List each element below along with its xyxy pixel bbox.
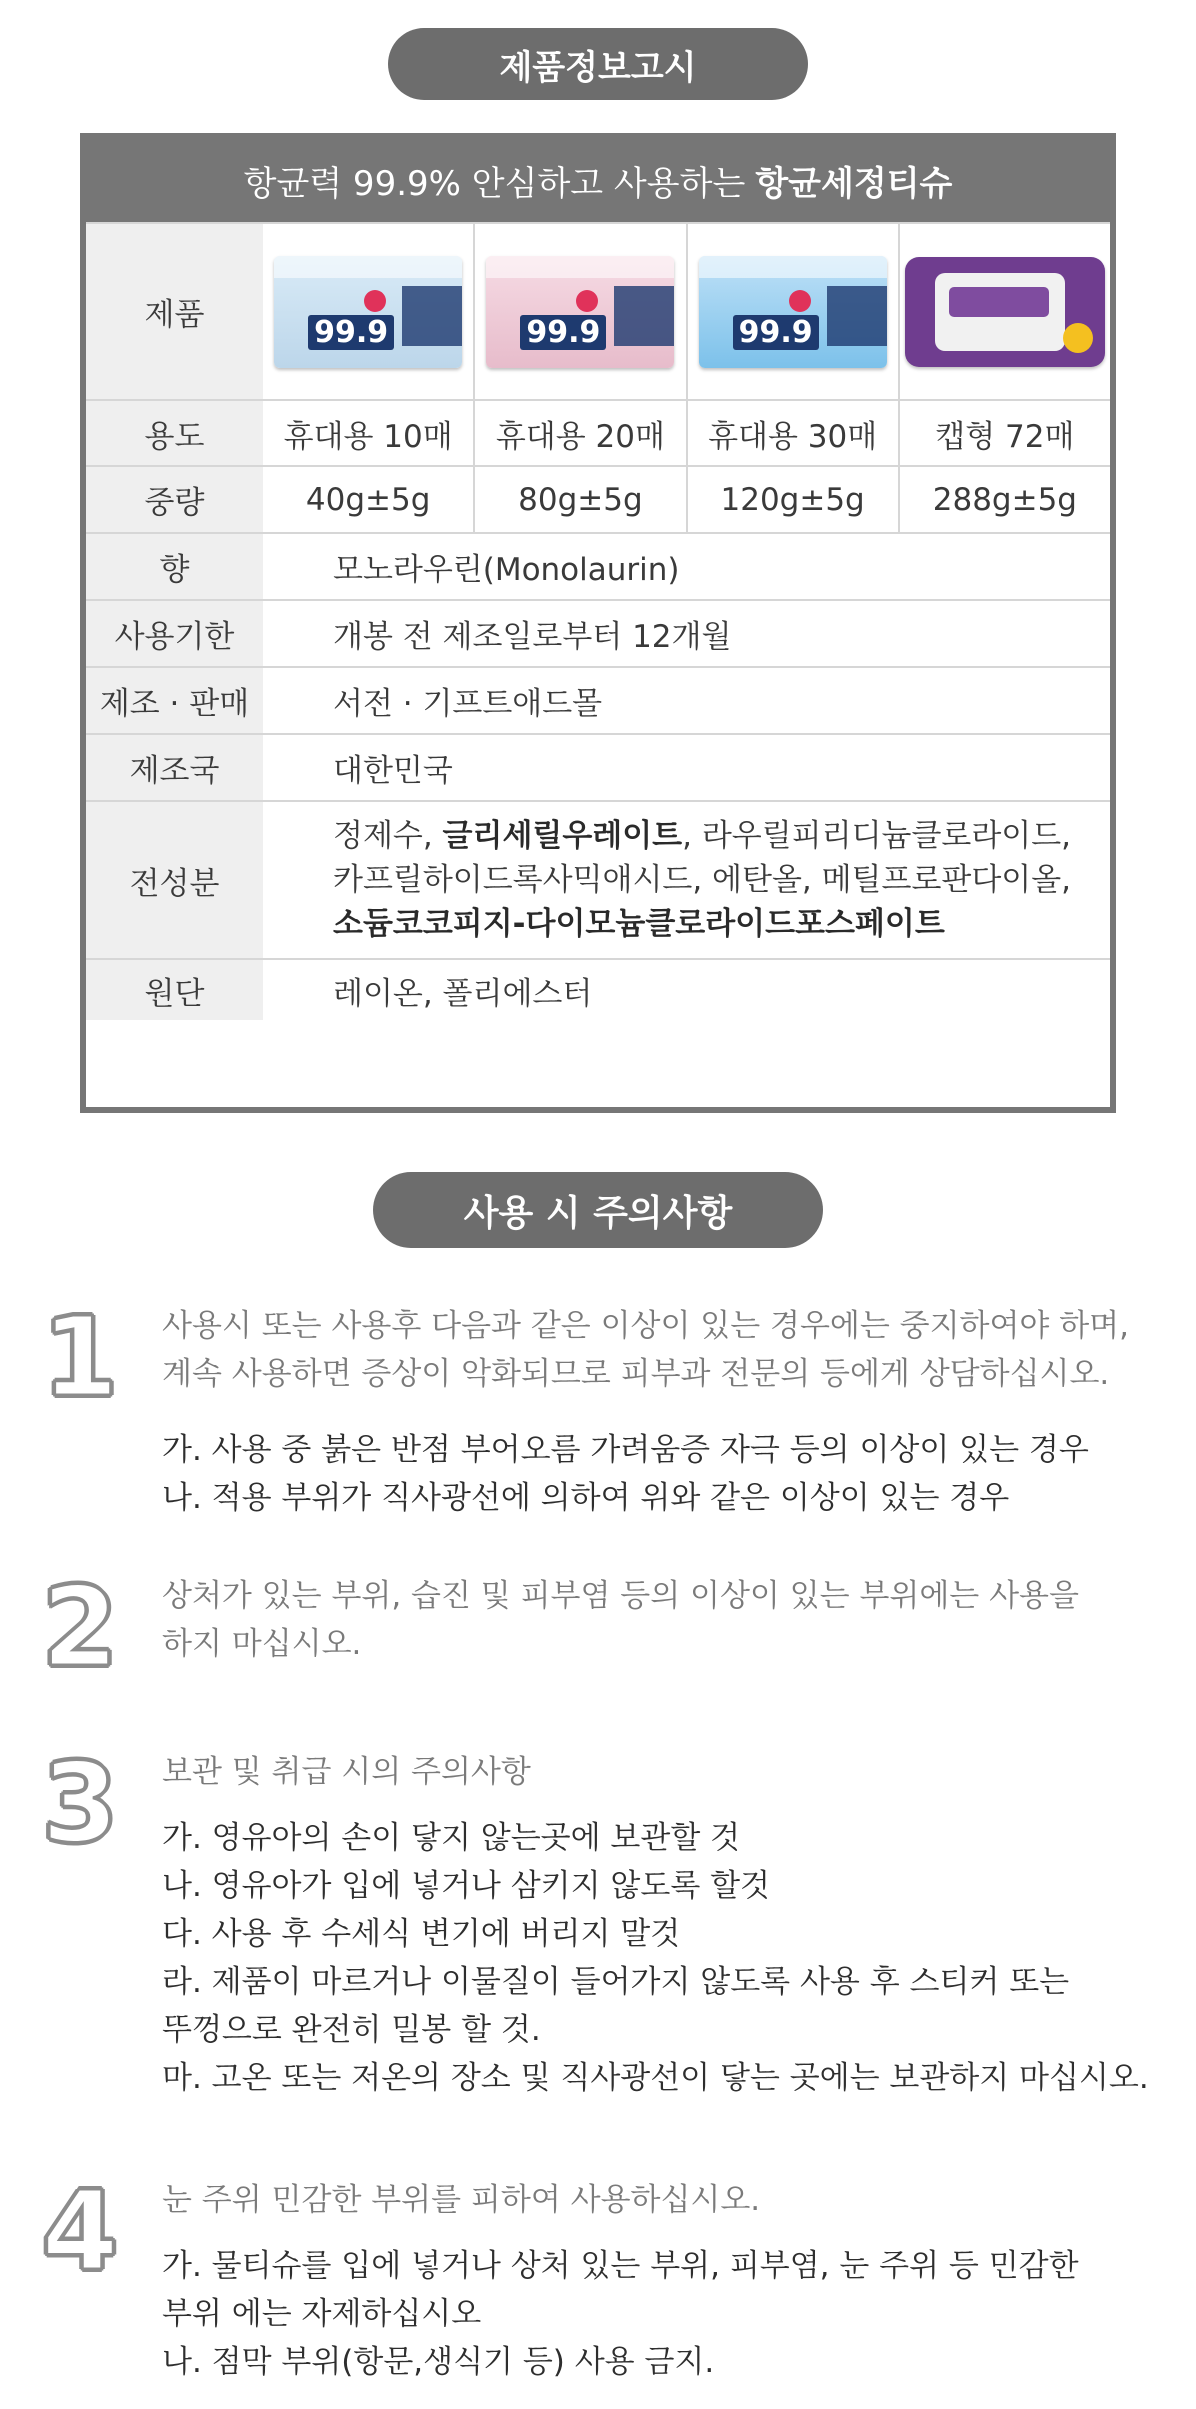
table-row-ingredients [86, 800, 1110, 958]
table-row-product [86, 222, 1110, 399]
table-row-maker [86, 666, 1110, 733]
row-label: 사용기한 [86, 601, 263, 666]
caution-text: 보관 및 취급 시의 주의사항 [162, 1754, 531, 1790]
product-cell [686, 224, 898, 399]
row-label: 중량 [86, 467, 263, 532]
table-header [86, 139, 1110, 222]
number-graphic: 4 [41, 2167, 119, 2295]
table-row-usage [86, 399, 1110, 465]
table-row-scent [86, 532, 1110, 599]
product-image: 99.9 [699, 256, 887, 368]
product-image: 99.9 [274, 256, 462, 368]
number-graphic: 1 [41, 1293, 119, 1421]
product-cell [473, 224, 685, 399]
row-label: 용도 [86, 401, 263, 465]
number-graphic: 2 [41, 1563, 119, 1691]
table-row-weight [86, 465, 1110, 532]
caution-text: 사용시 또는 사용후 다음과 같은 이상이 있는 경우에는 중지하여야 하며, 계속 사용하면 증상이 악화되므로 피부과 전문의 등에게 상담하십시오. [162, 1308, 1129, 1392]
table-row-fabric [86, 958, 1110, 1020]
row-label: 제조국 [86, 735, 263, 800]
product-cell [263, 224, 473, 399]
number-graphic: 3 [41, 1739, 119, 1867]
ingredients-value: 정제수, 글리세릴우레이트, 라우릴피리디늄클로라이드, 카프릴하이드록사믹애시드, 에탄올, 메틸프로판다이올, 소듐코코피지-다이모늄클로라이드포스페이트 [333, 818, 1072, 942]
table-cell: 288g±5g [898, 467, 1110, 532]
product-cell [898, 224, 1110, 399]
table-cell: 휴대용 10매 [283, 418, 453, 455]
table-value: 서전 · 기프트애드몰 [333, 686, 603, 722]
table-row-country [86, 733, 1110, 800]
product-image [905, 257, 1105, 367]
table-value: 레이온, 폴리에스터 [333, 975, 593, 1012]
caution-title: 사용 시 주의사항 [373, 1172, 823, 1248]
product-info-table [80, 133, 1116, 1113]
table-value: 모노라우린(Monolaurin) [333, 552, 680, 588]
table-value: 대한민국 [333, 753, 453, 789]
table-cell: 휴대용 30매 [686, 401, 898, 465]
table-value: 개봉 전 제조일로부터 12개월 [333, 619, 732, 655]
caution-list: 가. 사용 중 붉은 반점 부어오름 가려움증 자극 등의 이상이 있는 경우 나. 적용 부위가 직사광선에 의하여 위와 같은 이상이 있는 경우 [162, 1432, 1089, 1516]
row-label: 제품 [86, 224, 263, 399]
caution-text: 상처가 있는 부위, 습진 및 피부염 등의 이상이 있는 부위에는 사용을 하지 마십시오. [162, 1578, 1079, 1662]
caution-text: 눈 주위 민감한 부위를 피하여 사용하십시오. [162, 2182, 761, 2218]
table-cell: 80g±5g [473, 467, 685, 532]
table-cell: 휴대용 20매 [473, 401, 685, 465]
header-text: 항균력 99.9% 안심하고 사용하는 [243, 164, 746, 204]
row-label: 향 [86, 534, 263, 599]
table-cell: 120g±5g [686, 467, 898, 532]
header-product-name: 항균세정티슈 [755, 164, 953, 204]
caution-list: 가. 물티슈를 입에 넣거나 상처 있는 부위, 피부염, 눈 주위 등 민감한 부위 에는 자제하십시오 나. 점막 부위(항문,생식기 등) 사용 금지. [162, 2248, 1079, 2380]
product-info-title: 제품정보고시 [388, 28, 808, 100]
caution-list: 가. 영유아의 손이 닿지 않는곳에 보관할 것 나. 영유아가 입에 넣거나 삼키지 않도록 할것 다. 사용 후 수세식 변기에 버리지 말것 라. 제품이 마르거나 이물질이 들어가지 않도록 사용 후 스티커 또는 뚜껑으로 완전히 밀봉 할 것. 마. 고온 또는 저온의 장소 및 직사광선이 닿는 곳에는 보관하지 마십시오. [162, 1820, 1149, 2096]
row-label: 제조 · 판매 [86, 668, 263, 733]
row-label: 원단 [86, 960, 263, 1020]
table-row-expiry [86, 599, 1110, 666]
product-image: 99.9 [486, 256, 674, 368]
table-cell: 캡형 72매 [898, 401, 1110, 465]
row-label: 전성분 [86, 802, 263, 958]
table-cell: 40g±5g [305, 481, 431, 518]
